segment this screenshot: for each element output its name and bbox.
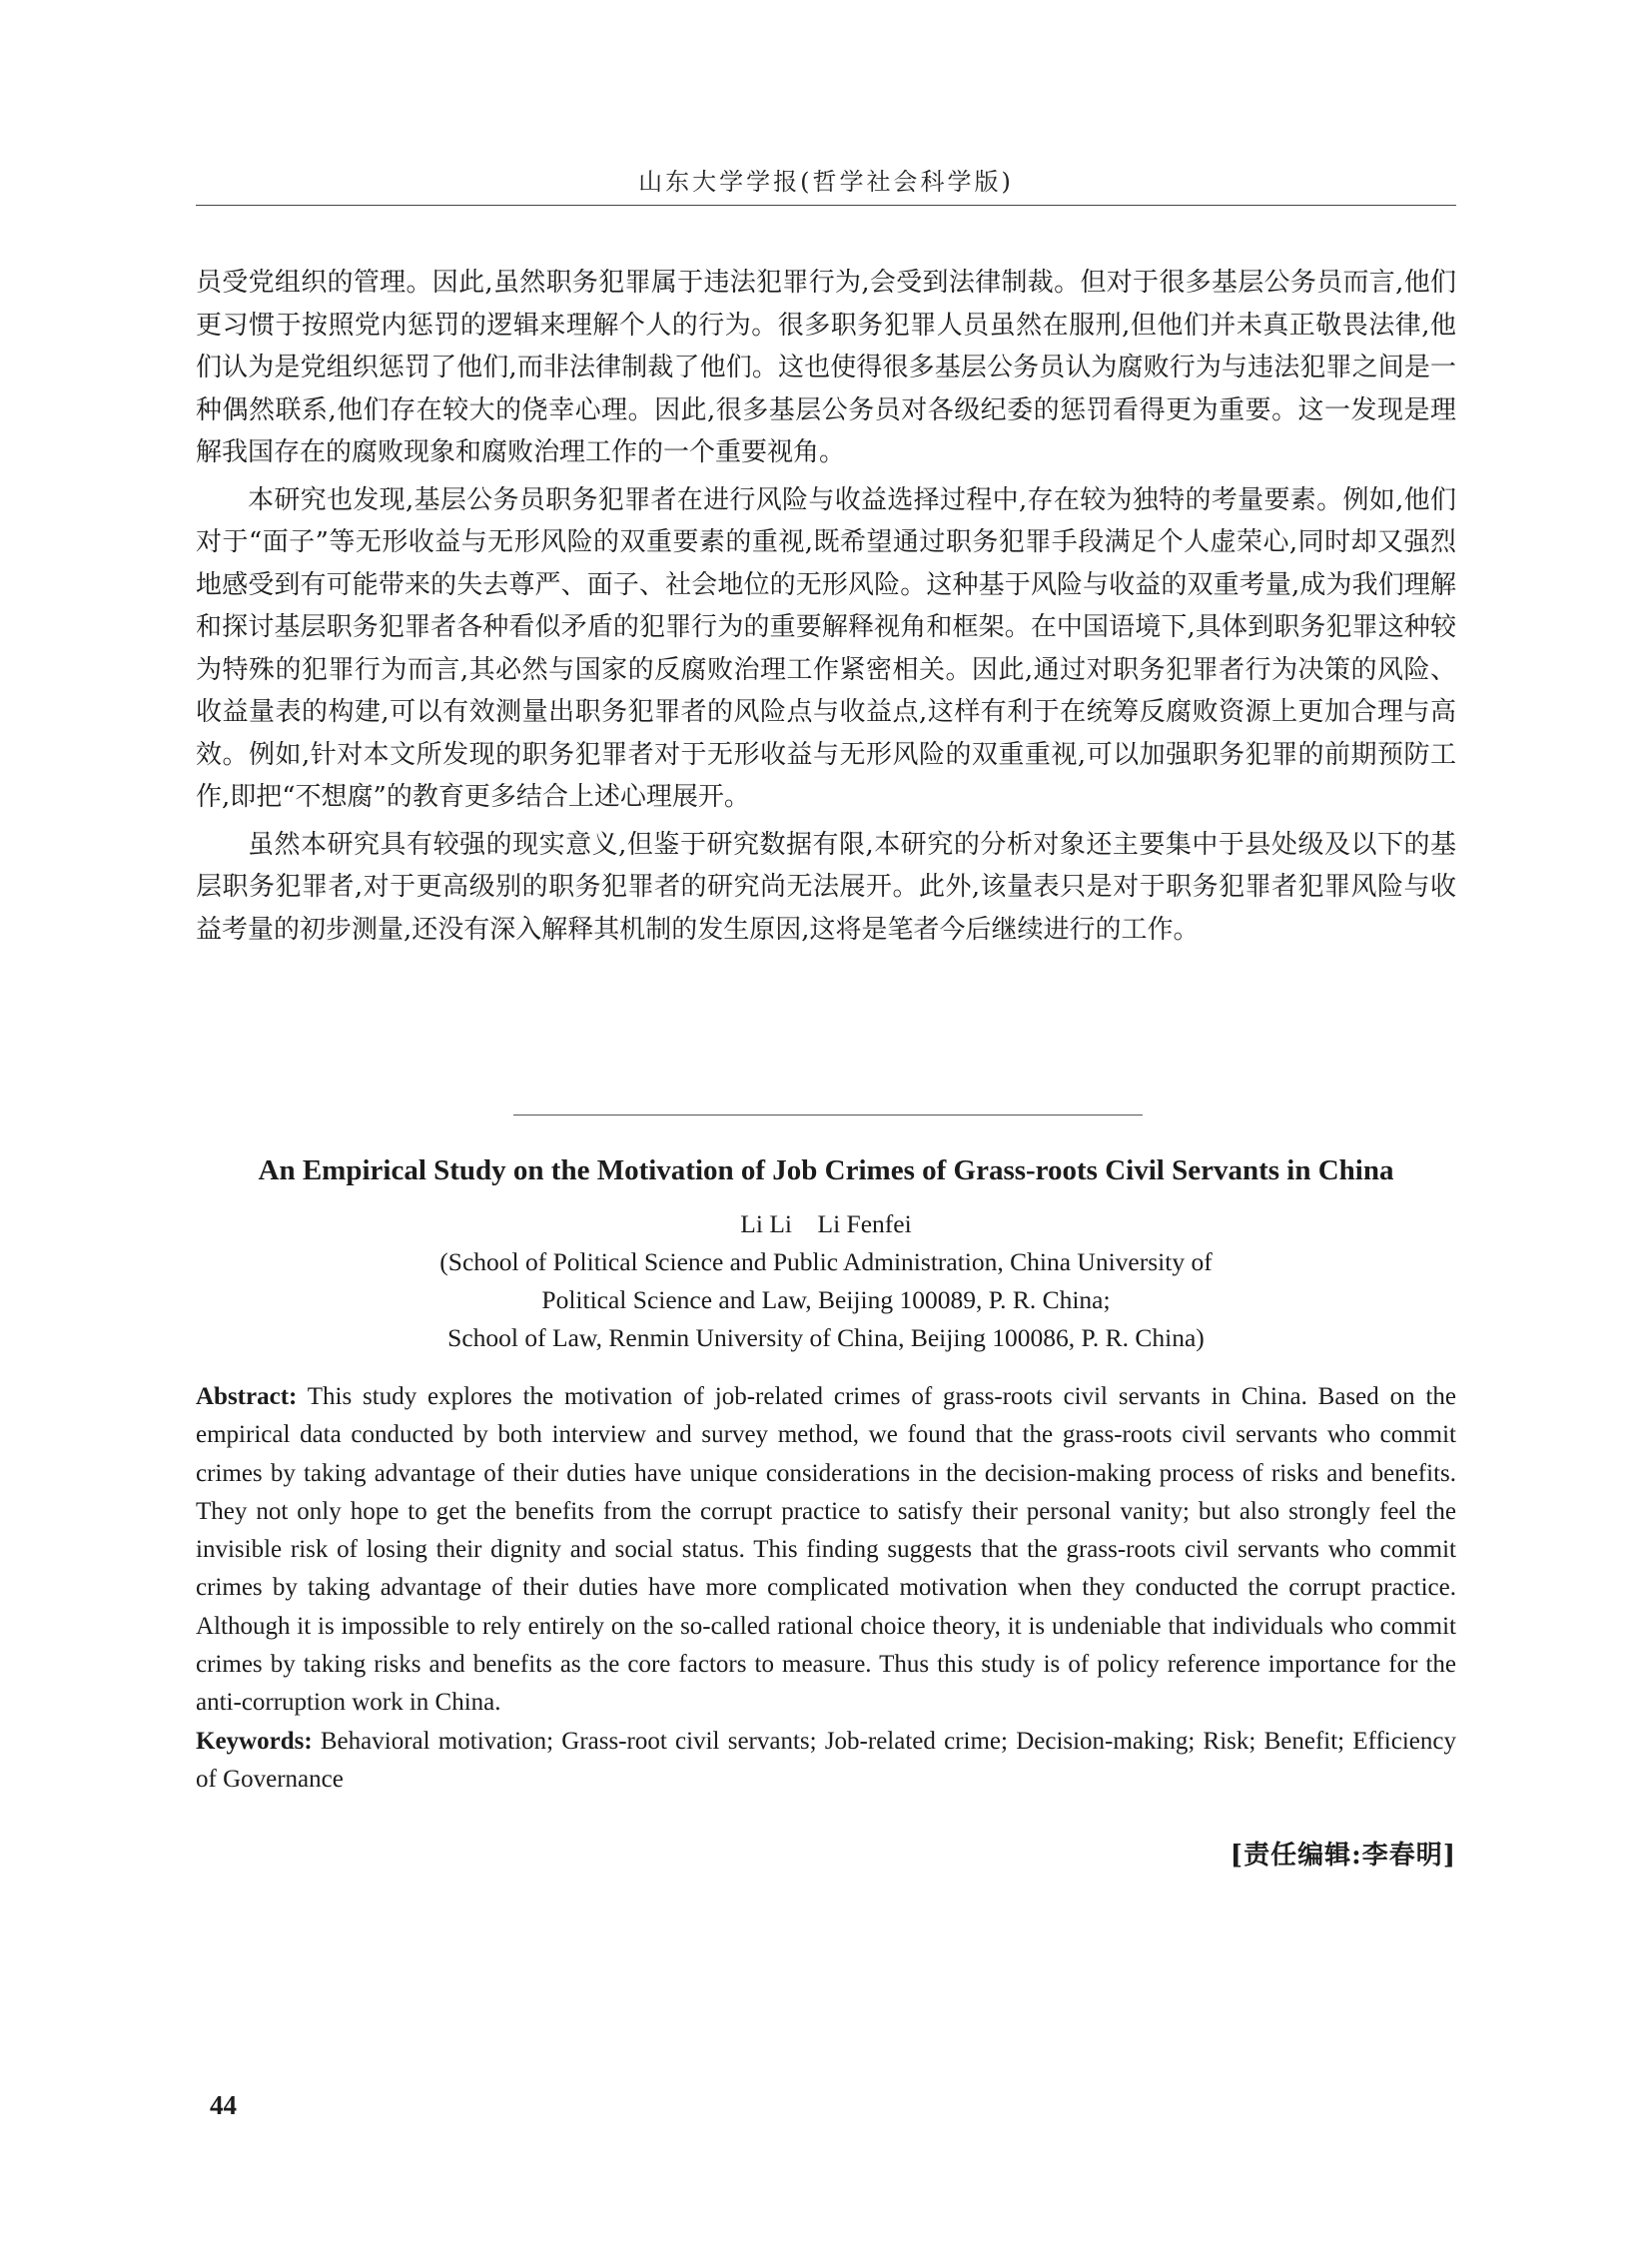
keywords-text: Behavioral motivation; Grass-root civil servants; Job-related crime; Decision-making; Risk; Benefit; Efficiency of Governance <box>196 1727 1456 1793</box>
abstract-paragraph <box>196 1378 1456 1723</box>
affiliation-line-2: Political Science and Law, Beijing 100089, P. R. China; <box>541 1285 1111 1314</box>
body-paragraph-3: 虽然本研究具有较强的现实意义,但鉴于研究数据有限,本研究的分析对象还主要集中于县处级及以下的基层职务犯罪者,对于更高级别的职务犯罪者的研究尚无法展开。此外,该量表只是对于职务犯罪者犯罪风险与收益考量的初步测量,还没有深入解释其机制的发生原因,这将是笔者今后继续进行的工作。 <box>196 829 1456 945</box>
header-divider <box>196 205 1456 206</box>
chinese-body-text <box>196 262 1456 956</box>
author-affiliation-block <box>196 1205 1456 1357</box>
english-abstract <box>196 1378 1456 1799</box>
abstract-label: Abstract: <box>196 1383 298 1410</box>
abstract-text: This study explores the motivation of job-related crimes of grass-roots civil servants in China. Based on the empirical data conducted by both interview and survey method, we found that the grass-roots civil servants who commit crimes by taking advantage of their duties have unique considerations in the decision-making process of risks and benefits. They not only hope to get the benefits from the corrupt practice to satisfy their personal vanity; but also strongly feel the invisible risk of losing their dignity and social status. This finding suggests that the grass-roots civil servants who commit crimes by taking advantage of their duties have more complicated motivation when they conducted the corrupt practice. Although it is impossible to rely entirely on the so-called rational choice theory, it is undeniable that individuals who commit crimes by taking risks and benefits as the core factors to measure. Thus this study is of policy reference importance for the anti-corruption work in China. <box>196 1383 1456 1717</box>
body-paragraph-2: 本研究也发现,基层公务员职务犯罪者在进行风险与收益选择过程中,存在较为独特的考量要素。例如,他们对于“面子”等无形收益与无形风险的双重要素的重视,既希望通过职务犯罪手段满足个人虚荣心,同时却又强烈地感受到有可能带来的失去尊严、面子、社会地位的无形风险。这种基于风险与收益的双重考量,成为我们理解和探讨基层职务犯罪者各种看似矛盾的犯罪行为的重要解释视角和框架。在中国语境下,具体到职务犯罪这种较为特殊的犯罪行为而言,其必然与国家的反腐败治理工作紧密相关。因此,通过对职务犯罪者行为决策的风险、收益量表的构建,可以有效测量出职务犯罪者的风险点与收益点,这样有利于在统筹反腐败资源上更加合理与高效。例如,针对本文所发现的职务犯罪者对于无形收益与无形风险的双重重视,可以加强职务犯罪的前期预防工作,即把“不想腐”的教育更多结合上述心理展开。 <box>196 484 1456 812</box>
affiliation-line-1: (School of Political Science and Public Administration, China University of <box>439 1247 1213 1276</box>
affiliation-line-3: School of Law, Renmin University of China, Beijing 100086, P. R. China) <box>447 1323 1205 1352</box>
body-paragraph-1: 员受党组织的管理。因此,虽然职务犯罪属于违法犯罪行为,会受到法律制裁。但对于很多基层公务员而言,他们更习惯于按照党内惩罚的逻辑来理解个人的行为。很多职务犯罪人员虽然在服刑,但他们并未真正敬畏法律,他们认为是党组织惩罚了他们,而非法律制裁了他们。这也使得很多基层公务员认为腐败行为与违法犯罪之间是一种偶然联系,他们存在较大的侥幸心理。因此,很多基层公务员对各级纪委的惩罚看得更为重要。这一发现是理解我国存在的腐败现象和腐败治理工作的一个重要视角。 <box>196 268 1456 467</box>
responsible-editor-note: [责任编辑:李春明] <box>1230 1841 1456 1870</box>
authors: Li Li Li Fenfei <box>740 1209 912 1238</box>
keywords-label: Keywords: <box>196 1727 313 1755</box>
journal-running-header: 山东大学学报(哲学社会科学版) <box>638 168 1014 196</box>
section-divider <box>513 1115 1143 1116</box>
english-title: An Empirical Study on the Motivation of Job Crimes of Grass-roots Civil Servants in China <box>258 1154 1394 1186</box>
page-number: 44 <box>210 2090 237 2120</box>
keywords-paragraph <box>196 1723 1456 1800</box>
